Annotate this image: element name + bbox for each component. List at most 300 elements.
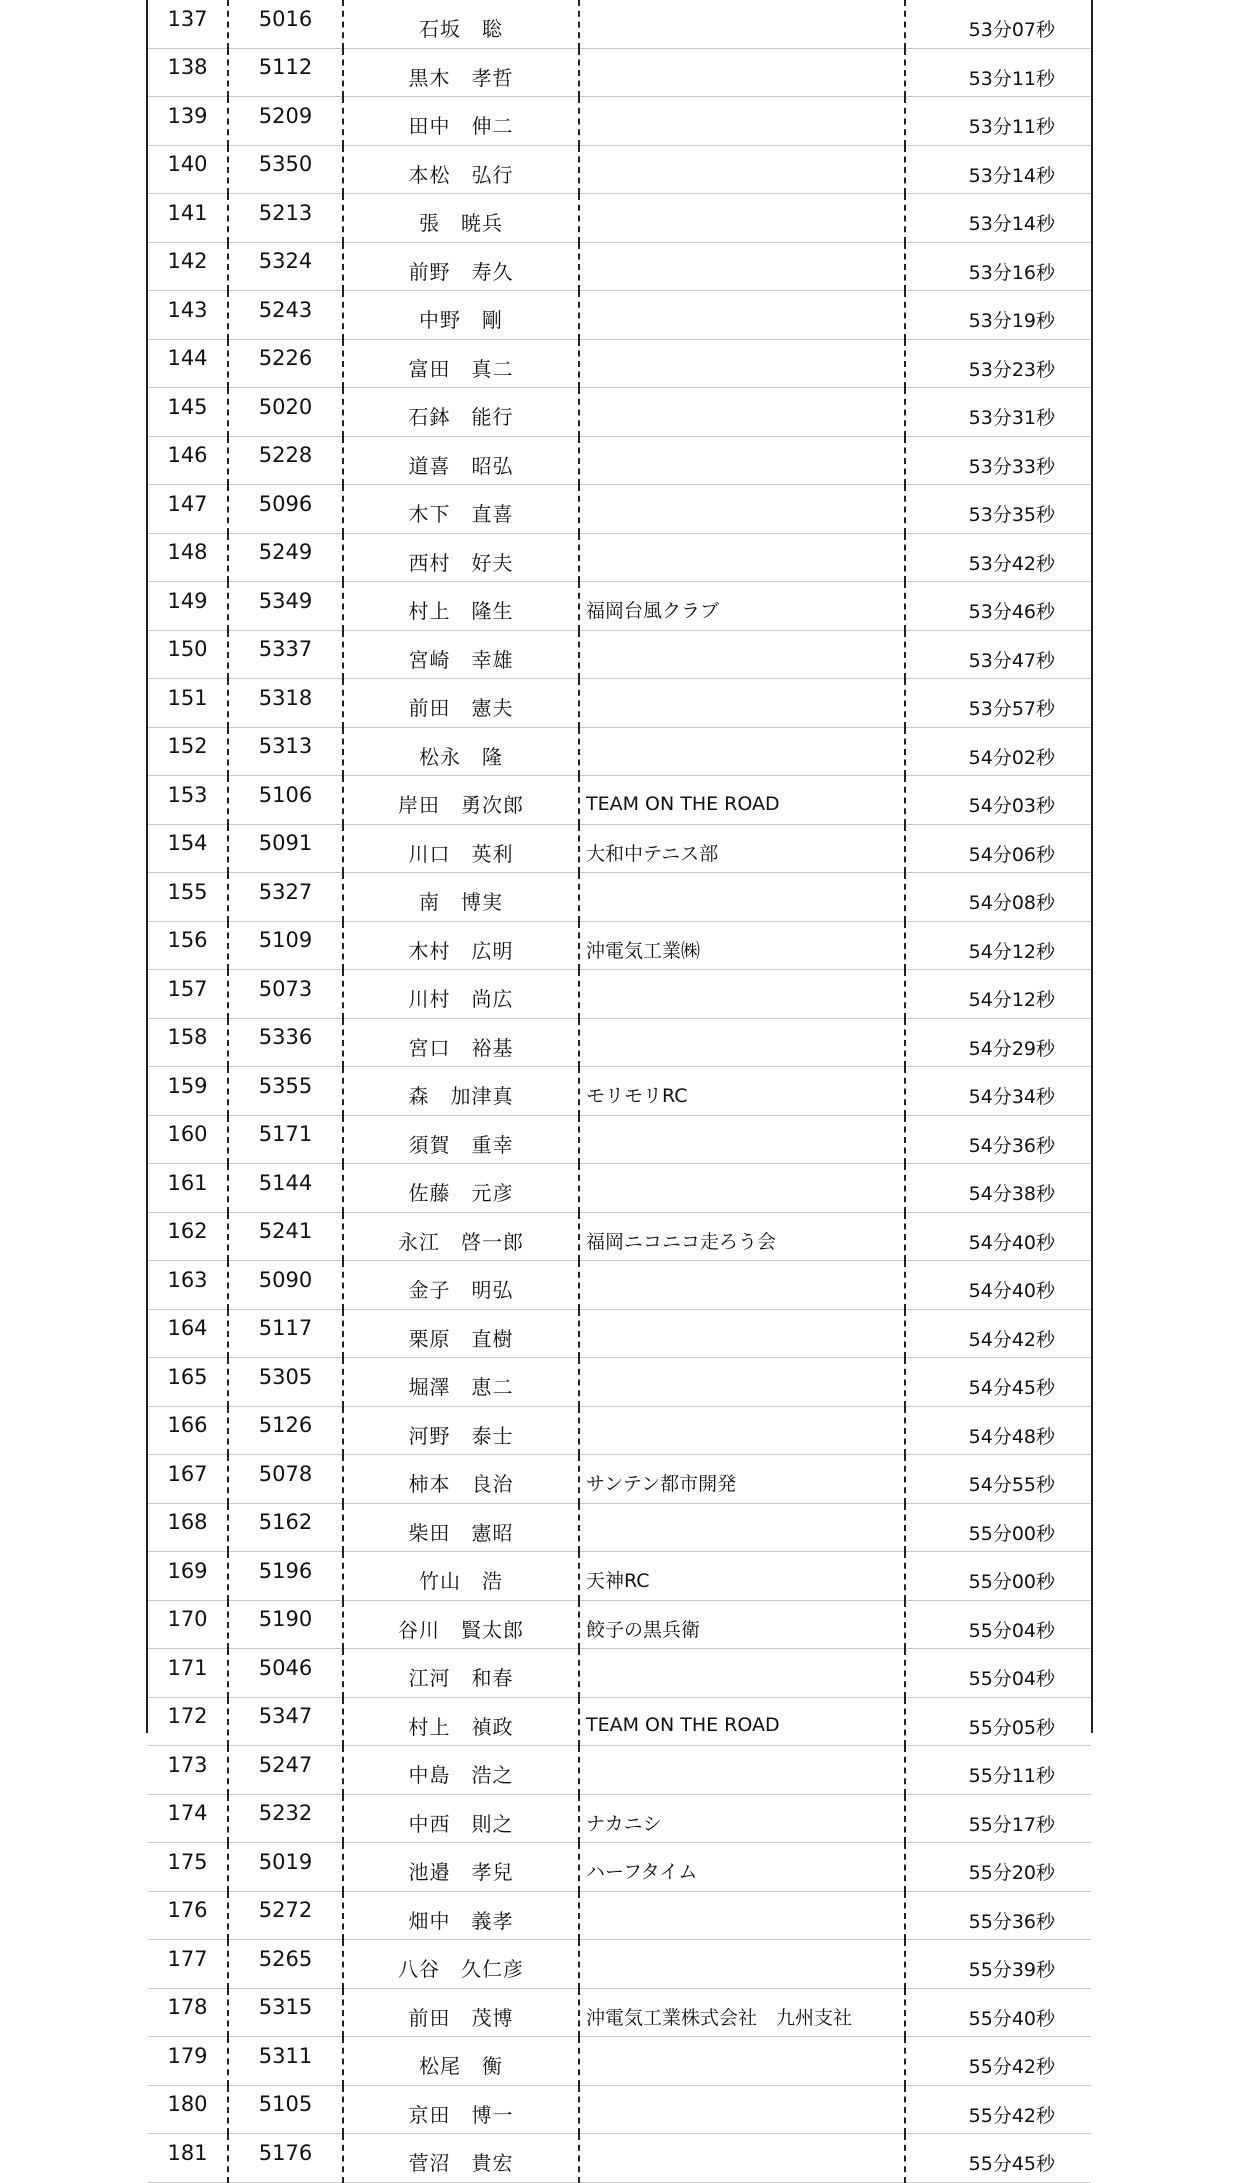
runner-name-text: 張 暁兵 — [419, 211, 503, 236]
finish-time-cell — [905, 1358, 1091, 1407]
team-cell — [579, 145, 905, 194]
finish-time-text: 55分42秒 — [968, 2104, 1055, 2127]
finish-time-text: 53分46秒 — [968, 601, 1055, 624]
rank-text: 149 — [167, 588, 208, 613]
runner-name-cell — [343, 1843, 579, 1892]
rank-cell — [148, 1261, 228, 1310]
bib-number-text: 5144 — [258, 1170, 313, 1195]
bib-number-text: 5272 — [258, 1898, 313, 1923]
runner-name-text: 宮崎 幸雄 — [408, 647, 514, 672]
bib-number-cell — [228, 388, 343, 437]
bib-number-cell — [228, 1891, 343, 1940]
team-cell — [579, 776, 905, 825]
table-row — [148, 2085, 1091, 2134]
bib-number-text: 5350 — [258, 152, 313, 177]
finish-time-cell — [905, 824, 1091, 873]
bib-number-text: 5265 — [258, 1946, 313, 1971]
finish-time-text: 55分39秒 — [968, 1959, 1055, 1982]
bib-number-cell — [228, 2134, 343, 2183]
finish-time-cell — [905, 1552, 1091, 1601]
runner-name-text: 河野 泰士 — [408, 1423, 514, 1448]
bib-number-text: 5016 — [258, 6, 313, 31]
bib-number-cell — [228, 679, 343, 728]
runner-name-cell — [343, 1649, 579, 1698]
finish-time-text: 55分17秒 — [968, 1813, 1055, 1836]
rank-text: 140 — [167, 152, 208, 177]
bib-number-text: 5232 — [258, 1801, 313, 1826]
runner-name-cell — [343, 1552, 579, 1601]
team-text: ナカニシ — [586, 1812, 662, 1835]
finish-time-cell — [905, 1746, 1091, 1795]
team-cell — [579, 291, 905, 340]
finish-time-cell — [905, 291, 1091, 340]
bib-number-text: 5171 — [258, 1122, 313, 1147]
finish-time-cell — [905, 485, 1091, 534]
team-text: モリモリRC — [586, 1085, 688, 1108]
rank-cell — [148, 2037, 228, 2086]
finish-time-text: 54分34秒 — [968, 1086, 1055, 1109]
finish-time-text: 55分04秒 — [968, 1668, 1055, 1691]
finish-time-cell — [905, 873, 1091, 922]
runner-name-cell — [343, 1600, 579, 1649]
team-text: TEAM ON THE ROAD — [586, 1714, 780, 1737]
rank-cell — [148, 533, 228, 582]
finish-time-text: 54分40秒 — [968, 1280, 1055, 1303]
team-cell — [579, 1115, 905, 1164]
finish-time-cell — [905, 582, 1091, 631]
runner-name-text: 本松 弘行 — [408, 162, 514, 187]
runner-name-text: 南 博実 — [419, 890, 503, 915]
bib-number-cell — [228, 1552, 343, 1601]
table-row — [148, 1115, 1091, 1164]
runner-name-text: 岸田 勇次郎 — [398, 793, 524, 818]
team-cell — [579, 1746, 905, 1795]
runner-name-cell — [343, 339, 579, 388]
team-cell — [579, 1794, 905, 1843]
team-cell — [579, 1261, 905, 1310]
runner-name-cell — [343, 194, 579, 243]
table-row — [148, 0, 1091, 48]
runner-name-text: 江河 和春 — [408, 1666, 514, 1691]
runner-name-text: 谷川 賢太郎 — [398, 1617, 524, 1642]
rank-cell — [148, 339, 228, 388]
table-row — [148, 485, 1091, 534]
finish-time-cell — [905, 630, 1091, 679]
rank-text: 153 — [167, 782, 208, 807]
runner-name-cell — [343, 242, 579, 291]
team-cell — [579, 1843, 905, 1892]
rank-text: 178 — [167, 1995, 208, 2020]
runner-name-cell — [343, 1940, 579, 1989]
team-text: 沖電気工業株式会社 九州支社 — [586, 2006, 853, 2029]
team-cell — [579, 921, 905, 970]
finish-time-cell — [905, 1309, 1091, 1358]
team-cell — [579, 1164, 905, 1213]
bib-number-text: 5305 — [258, 1364, 313, 1389]
rank-cell — [148, 1164, 228, 1213]
team-cell — [579, 2085, 905, 2134]
finish-time-text: 54分40秒 — [968, 1231, 1055, 1254]
team-text: サンテン都市開発 — [586, 1473, 737, 1496]
runner-name-text: 中島 浩之 — [408, 1763, 514, 1788]
runner-name-text: 黒木 孝哲 — [408, 65, 514, 90]
runner-name-text: 栗原 直樹 — [408, 1326, 514, 1351]
runner-name-text: 前田 憲夫 — [408, 696, 514, 721]
rank-text: 137 — [167, 6, 208, 31]
table-row — [148, 291, 1091, 340]
runner-name-text: 八谷 久仁彦 — [398, 1957, 524, 1982]
bib-number-cell — [228, 630, 343, 679]
team-cell — [579, 1552, 905, 1601]
table-row — [148, 1067, 1091, 1116]
team-cell — [579, 533, 905, 582]
runner-name-cell — [343, 1503, 579, 1552]
finish-time-cell — [905, 1212, 1091, 1261]
finish-time-cell — [905, 242, 1091, 291]
table-row — [148, 97, 1091, 146]
bib-number-text: 5241 — [258, 1219, 313, 1244]
bib-number-text: 5190 — [258, 1607, 313, 1632]
runner-name-text: 富田 真二 — [408, 356, 514, 381]
runner-name-cell — [343, 1358, 579, 1407]
finish-time-cell — [905, 1115, 1091, 1164]
finish-time-cell — [905, 388, 1091, 437]
runner-name-text: 前田 茂博 — [408, 2005, 514, 2030]
rank-cell — [148, 485, 228, 534]
runner-name-text: 松永 隆 — [419, 744, 503, 769]
table-row — [148, 388, 1091, 437]
finish-time-text: 55分00秒 — [968, 1571, 1055, 1594]
rank-text: 150 — [167, 637, 208, 662]
finish-time-text: 54分42秒 — [968, 1328, 1055, 1351]
table-row — [148, 1309, 1091, 1358]
bib-number-cell — [228, 1212, 343, 1261]
finish-time-cell — [905, 339, 1091, 388]
team-cell — [579, 1358, 905, 1407]
finish-time-cell — [905, 1261, 1091, 1310]
rank-text: 146 — [167, 443, 208, 468]
bib-number-cell — [228, 873, 343, 922]
finish-time-text: 54分03秒 — [968, 795, 1055, 818]
runner-name-cell — [343, 436, 579, 485]
rank-cell — [148, 1891, 228, 1940]
table-row — [148, 727, 1091, 776]
finish-time-text: 54分36秒 — [968, 1134, 1055, 1157]
runner-name-text: 川村 尚広 — [408, 987, 514, 1012]
bib-number-cell — [228, 291, 343, 340]
team-cell — [579, 1018, 905, 1067]
bib-number-text: 5073 — [258, 976, 313, 1001]
bib-number-cell — [228, 145, 343, 194]
runner-name-cell — [343, 630, 579, 679]
bib-number-text: 5176 — [258, 2140, 313, 2165]
runner-name-cell — [343, 921, 579, 970]
runner-name-text: 京田 博一 — [408, 2102, 514, 2127]
finish-time-text: 55分11秒 — [968, 1765, 1055, 1788]
team-text: 大和中テニス部 — [586, 842, 719, 865]
bib-number-cell — [228, 1115, 343, 1164]
runner-name-text: 永江 啓一郎 — [398, 1229, 524, 1254]
rank-cell — [148, 1600, 228, 1649]
bib-number-cell — [228, 1358, 343, 1407]
bib-number-text: 5109 — [258, 928, 313, 953]
rank-text: 175 — [167, 1849, 208, 1874]
finish-time-cell — [905, 1018, 1091, 1067]
bib-number-text: 5355 — [258, 1073, 313, 1098]
runner-name-text: 須賀 重幸 — [408, 1132, 514, 1157]
table-row — [148, 1697, 1091, 1746]
runner-name-text: 村上 禎政 — [408, 1714, 514, 1739]
team-cell — [579, 1891, 905, 1940]
team-text: TEAM ON THE ROAD — [586, 792, 780, 815]
finish-time-cell — [905, 1697, 1091, 1746]
bib-number-cell — [228, 1067, 343, 1116]
rank-cell — [148, 97, 228, 146]
team-cell — [579, 873, 905, 922]
runner-name-text: 池邉 孝兒 — [408, 1860, 514, 1885]
rank-text: 180 — [167, 2092, 208, 2117]
team-cell — [579, 339, 905, 388]
rank-cell — [148, 1455, 228, 1504]
finish-time-cell — [905, 2085, 1091, 2134]
runner-name-cell — [343, 1455, 579, 1504]
table-row — [148, 1940, 1091, 1989]
runner-name-cell — [343, 1115, 579, 1164]
team-cell — [579, 1697, 905, 1746]
bib-number-text: 5126 — [258, 1413, 313, 1438]
finish-time-text: 53分23秒 — [968, 358, 1055, 381]
finish-time-cell — [905, 1600, 1091, 1649]
rank-cell — [148, 1018, 228, 1067]
bib-number-text: 5247 — [258, 1752, 313, 1777]
bib-number-cell — [228, 97, 343, 146]
bib-number-cell — [228, 727, 343, 776]
runner-name-text: 佐藤 元彦 — [408, 1181, 514, 1206]
runner-name-text: 石鉢 能行 — [408, 405, 514, 430]
bib-number-cell — [228, 485, 343, 534]
bib-number-cell — [228, 0, 343, 48]
rank-text: 168 — [167, 1510, 208, 1535]
finish-time-cell — [905, 533, 1091, 582]
finish-time-text: 54分45秒 — [968, 1377, 1055, 1400]
bib-number-cell — [228, 1309, 343, 1358]
finish-time-cell — [905, 727, 1091, 776]
finish-time-cell — [905, 776, 1091, 825]
team-cell — [579, 388, 905, 437]
runner-name-cell — [343, 48, 579, 97]
table-row — [148, 776, 1091, 825]
bib-number-text: 5020 — [258, 394, 313, 419]
finish-time-cell — [905, 1843, 1091, 1892]
runner-name-cell — [343, 145, 579, 194]
team-cell — [579, 679, 905, 728]
team-text: 天神RC — [586, 1570, 650, 1593]
finish-time-text: 53分11秒 — [968, 67, 1055, 90]
rank-cell — [148, 582, 228, 631]
table-row — [148, 1794, 1091, 1843]
team-cell — [579, 1309, 905, 1358]
runner-name-cell — [343, 1067, 579, 1116]
finish-time-cell — [905, 1406, 1091, 1455]
runner-name-text: 柿本 良治 — [408, 1472, 514, 1497]
finish-time-cell — [905, 1891, 1091, 1940]
rank-text: 173 — [167, 1752, 208, 1777]
rank-text: 145 — [167, 394, 208, 419]
finish-time-text: 53分19秒 — [968, 310, 1055, 333]
table-row — [148, 1503, 1091, 1552]
table-row — [148, 582, 1091, 631]
finish-time-text: 53分14秒 — [968, 164, 1055, 187]
rank-text: 161 — [167, 1170, 208, 1195]
team-cell — [579, 1503, 905, 1552]
rank-cell — [148, 630, 228, 679]
bib-number-cell — [228, 1406, 343, 1455]
bib-number-cell — [228, 1988, 343, 2037]
table-row — [148, 339, 1091, 388]
runner-name-cell — [343, 1891, 579, 1940]
rank-text: 169 — [167, 1558, 208, 1583]
rank-text: 159 — [167, 1073, 208, 1098]
rank-cell — [148, 1746, 228, 1795]
table-row — [148, 194, 1091, 243]
bib-number-text: 5078 — [258, 1461, 313, 1486]
finish-time-text: 53分14秒 — [968, 213, 1055, 236]
runner-name-cell — [343, 1406, 579, 1455]
team-text: 福岡台風クラブ — [586, 600, 720, 623]
finish-time-text: 53分57秒 — [968, 698, 1055, 721]
team-cell — [579, 970, 905, 1019]
rank-cell — [148, 1115, 228, 1164]
bib-number-cell — [228, 194, 343, 243]
table-row — [148, 824, 1091, 873]
bib-number-cell — [228, 1697, 343, 1746]
team-cell — [579, 1406, 905, 1455]
rank-text: 172 — [167, 1704, 208, 1729]
runner-name-text: 中野 剛 — [419, 308, 503, 333]
bib-number-cell — [228, 776, 343, 825]
finish-time-text: 55分00秒 — [968, 1522, 1055, 1545]
finish-time-text: 55分45秒 — [968, 2153, 1055, 2176]
finish-time-text: 53分31秒 — [968, 407, 1055, 430]
rank-cell — [148, 291, 228, 340]
table-row — [148, 1358, 1091, 1407]
bib-number-cell — [228, 1455, 343, 1504]
rank-cell — [148, 388, 228, 437]
runner-name-text: 村上 隆生 — [408, 599, 514, 624]
rank-text: 157 — [167, 976, 208, 1001]
rank-text: 162 — [167, 1219, 208, 1244]
bib-number-cell — [228, 1940, 343, 1989]
team-text: 沖電気工業㈱ — [586, 939, 701, 962]
runner-name-text: 田中 伸二 — [408, 114, 514, 139]
table-row — [148, 679, 1091, 728]
rank-cell — [148, 1843, 228, 1892]
finish-time-cell — [905, 145, 1091, 194]
bib-number-text: 5196 — [258, 1558, 313, 1583]
finish-time-text: 55分36秒 — [968, 1910, 1055, 1933]
bib-number-text: 5318 — [258, 685, 313, 710]
team-cell — [579, 97, 905, 146]
finish-time-cell — [905, 1503, 1091, 1552]
runner-name-cell — [343, 1746, 579, 1795]
results-table — [148, 0, 1091, 2183]
results-sheet — [146, 0, 1093, 2176]
rank-cell — [148, 921, 228, 970]
finish-time-cell — [905, 0, 1091, 48]
results-body — [148, 0, 1091, 2182]
bib-number-cell — [228, 921, 343, 970]
rank-text: 181 — [167, 2140, 208, 2165]
runner-name-cell — [343, 1164, 579, 1213]
finish-time-text: 54分48秒 — [968, 1425, 1055, 1448]
bib-number-text: 5046 — [258, 1655, 313, 1680]
table-row — [148, 1455, 1091, 1504]
bib-number-cell — [228, 1794, 343, 1843]
finish-time-text: 54分06秒 — [968, 843, 1055, 866]
rank-cell — [148, 970, 228, 1019]
rank-text: 160 — [167, 1122, 208, 1147]
bib-number-text: 5249 — [258, 540, 313, 565]
table-row — [148, 1746, 1091, 1795]
runner-name-text: 木村 広明 — [408, 938, 514, 963]
team-cell — [579, 1455, 905, 1504]
finish-time-cell — [905, 1940, 1091, 1989]
rank-text: 154 — [167, 831, 208, 856]
table-row — [148, 921, 1091, 970]
rank-cell — [148, 679, 228, 728]
team-cell — [579, 1600, 905, 1649]
team-cell — [579, 630, 905, 679]
rank-cell — [148, 194, 228, 243]
rank-cell — [148, 1940, 228, 1989]
runner-name-text: 宮口 裕基 — [408, 1035, 514, 1060]
rank-text: 156 — [167, 928, 208, 953]
bib-number-cell — [228, 436, 343, 485]
rank-text: 170 — [167, 1607, 208, 1632]
bib-number-cell — [228, 1746, 343, 1795]
table-row — [148, 145, 1091, 194]
rank-text: 142 — [167, 249, 208, 274]
runner-name-text: 森 加津真 — [408, 1084, 514, 1109]
runner-name-cell — [343, 485, 579, 534]
runner-name-cell — [343, 2037, 579, 2086]
rank-cell — [148, 242, 228, 291]
finish-time-text: 55分05秒 — [968, 1716, 1055, 1739]
bib-number-text: 5228 — [258, 443, 313, 468]
table-row — [148, 1018, 1091, 1067]
finish-time-cell — [905, 2037, 1091, 2086]
rank-text: 174 — [167, 1801, 208, 1826]
table-row — [148, 1600, 1091, 1649]
table-row — [148, 48, 1091, 97]
table-row — [148, 1988, 1091, 2037]
team-text: 福岡ニコニコ走ろう会 — [586, 1230, 777, 1253]
runner-name-cell — [343, 388, 579, 437]
finish-time-text: 55分40秒 — [968, 2007, 1055, 2030]
team-cell — [579, 824, 905, 873]
finish-time-cell — [905, 1794, 1091, 1843]
team-cell — [579, 0, 905, 48]
table-row — [148, 533, 1091, 582]
finish-time-cell — [905, 1455, 1091, 1504]
finish-time-text: 54分02秒 — [968, 746, 1055, 769]
team-cell — [579, 727, 905, 776]
table-row — [148, 1843, 1091, 1892]
bib-number-cell — [228, 1164, 343, 1213]
rank-cell — [148, 2134, 228, 2183]
runner-name-cell — [343, 0, 579, 48]
table-row — [148, 1891, 1091, 1940]
